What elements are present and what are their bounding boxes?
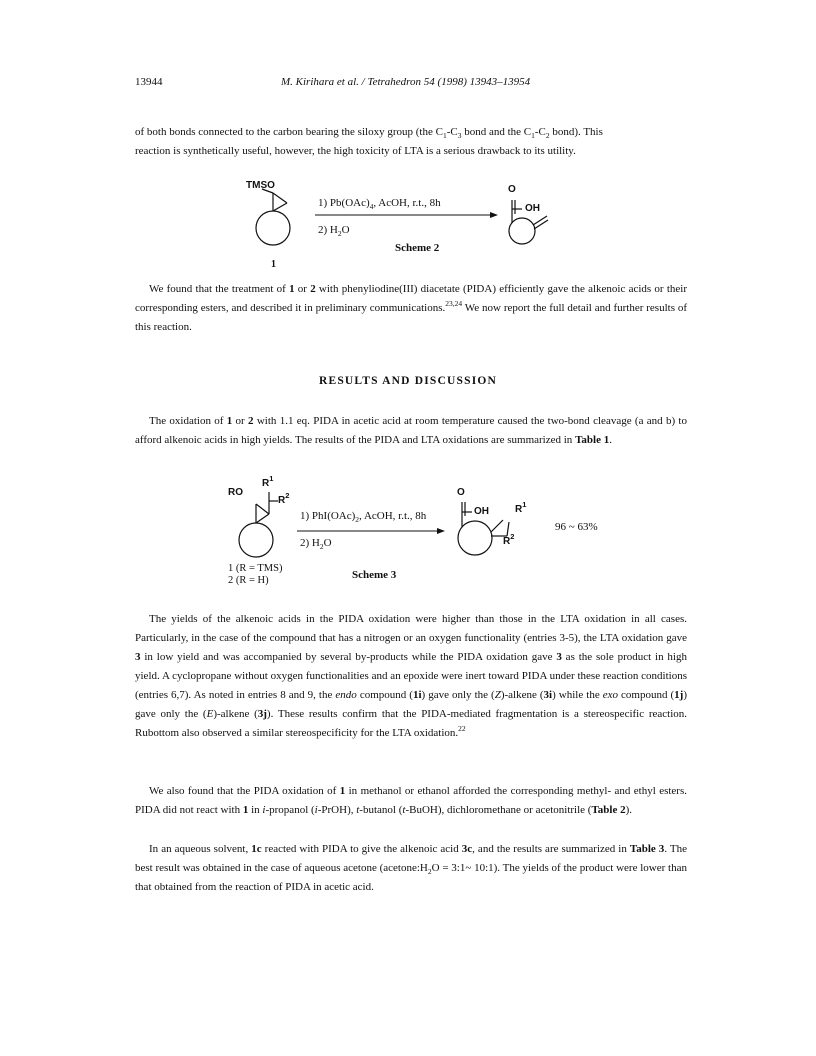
compound-2-label: 2 (R = H) — [228, 575, 269, 586]
cyclopropane-bond — [273, 193, 287, 203]
paragraph-1: We found that the treatment of 1 or 2 with phenyliodine(III) diacetate (PIDA) efficiently gave the alkenoic acids or their corresponding esters, and described it in preliminary communications.$^{23,24}$ We now report the full detail and further results of this reaction. — [135, 283, 687, 333]
r1-label: $R^1$ — [262, 474, 274, 489]
section-heading: RESULTS AND DISCUSSION — [318, 375, 498, 387]
page-number: 13944 — [135, 76, 163, 88]
r1-bond — [507, 522, 509, 536]
arrowhead — [437, 528, 445, 534]
scheme-2 — [240, 176, 580, 270]
scheme-3-caption: Scheme 3 — [352, 569, 397, 581]
reactant-ring — [256, 211, 290, 245]
arrowhead — [490, 212, 498, 218]
step-2: 2) $H_2O$ — [300, 537, 332, 551]
yield-range: 96 ~ 63% — [555, 521, 598, 533]
alkene-bond — [534, 220, 548, 229]
carbonyl-oxygen-label: O — [457, 487, 465, 498]
cyclopropane-bond — [256, 514, 269, 523]
compound-1-label: 1 — [271, 259, 276, 270]
intro-paragraph: of both bonds connected to the carbon bearing the siloxy group (the $C_1-C_3$ bond and the $C_1-C_2$ bond). This reaction is synthetically useful, however, the high toxicity of LTA is a serious drawback to its utility. — [135, 126, 603, 157]
reactant-ring — [239, 523, 273, 557]
scheme-3 — [225, 476, 645, 588]
running-title: M. Kirihara et al. / Tetrahedron 54 (1998) 13943–13954 — [281, 76, 531, 88]
step-2: 2) $H_2O$ — [318, 224, 350, 238]
paragraph-5: In an aqueous solvent, 1c reacted with PIDA to give the alkenoic acid 3c, and the results are summarized in Table 3. The best result was obtained in the case of aqueous acetone ($acetone:H_2O$ = 3:1~ 10:1). The yields of the product were lower than that obtained from the reaction of PIDA in acetic acid. — [135, 843, 687, 893]
scheme-2-caption: Scheme 2 — [395, 242, 440, 254]
r2-label: $R^2$ — [278, 491, 290, 506]
product-r1-label: $R^1$ — [515, 500, 527, 515]
ro-label: RO — [228, 487, 243, 498]
tmso-label: TMSO — [246, 180, 275, 191]
step-1: 1) $Pb(OAc)_4$, AcOH, r.t., 8h — [318, 197, 441, 211]
paragraph-3: The yields of the alkenoic acids in the PIDA oxidation were higher than those in the LTA oxidation in all cases. Particularly, in the case of the compound that has a nitrogen or an oxygen functionality (entries 3-5), the LTA oxidation gave 3 in low yield and was accompanied by several by-products while the PIDA oxidation gave 3 as the sole product in high yield. A cyclopropane without oxygen functionalities and an epoxide were inert toward PIDA under these reaction conditions (entries 6,7). As noted in entries 8 and 9, the endo compound (1i) gave only the (Z)-alkene (3i) while the exo compound (1j) gave only the (E)-alkene (3j). These results confirm that the PIDA-mediated fragmentation is a stereospecific reaction. Rubottom also observed a similar stereospecificity for the LTA oxidation.$^{22}$ — [135, 613, 687, 739]
product-ring — [509, 218, 535, 244]
step-1: 1) $PhI(OAc)_2$, AcOH, r.t., 8h — [300, 510, 427, 524]
cyclopropane-bond — [256, 504, 269, 514]
hydroxyl-label: OH — [525, 203, 540, 214]
compound-1-label: 1 (R = TMS) — [228, 563, 283, 574]
paragraph-4: We also found that the PIDA oxidation of 1 in methanol or ethanol afforded the corresponding methyl- and ethyl esters. PIDA did not react with 1 in i-propanol (i-PrOH), t-butanol (t-BuOH), dichloromethane or acetonitrile (Table 2). — [135, 785, 687, 816]
hydroxyl-label: OH — [474, 506, 489, 517]
cyclopropane-bond — [273, 203, 287, 211]
product-ring — [458, 521, 492, 555]
alkene-bond — [491, 520, 503, 532]
paragraph-2: The oxidation of 1 or 2 with 1.1 eq. PIDA in acetic acid at room temperature caused the two-bond cleavage (a and b) to afford alkenoic acids in high yields. The results of the PIDA and LTA oxidations are summarized in Table 1. — [135, 415, 687, 446]
carbonyl-oxygen-label: O — [508, 184, 516, 195]
product-r2-label: $R^2$ — [503, 532, 515, 547]
alkene-bond — [533, 216, 547, 225]
